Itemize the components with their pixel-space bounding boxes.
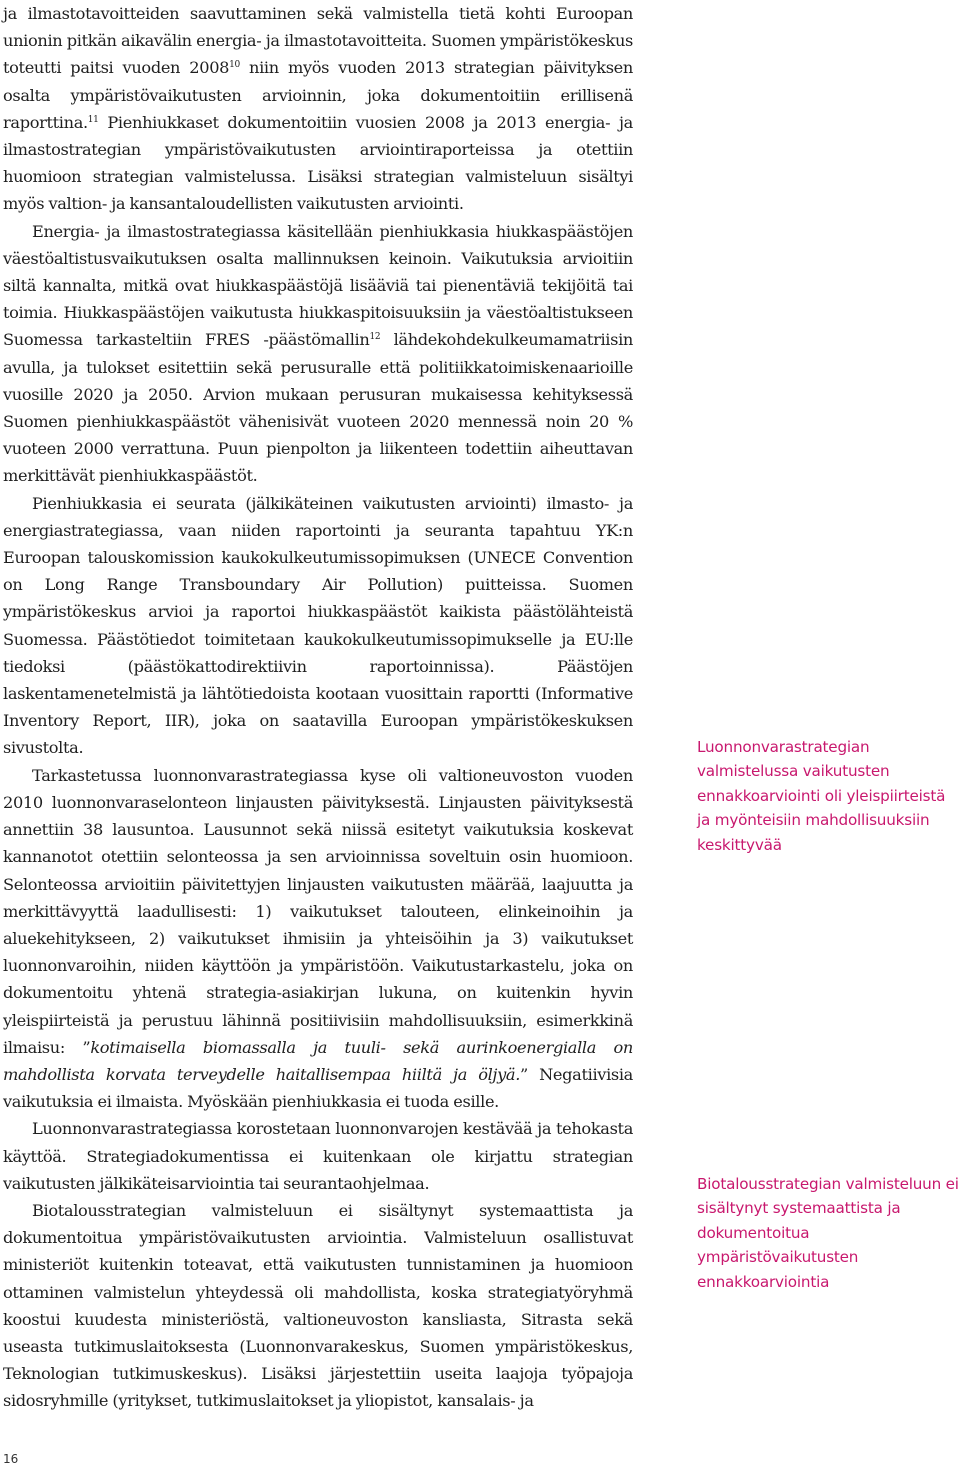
sidebar-pull-quote-2: Biotalousstrategian valmisteluun ei sisältynyt systemaattista ja dokumentoitua ympäristövaikutusten ennakkoarviointia [697, 1175, 959, 1291]
paragraph-4 [3, 762, 633, 1116]
paragraph-1-part-a: ja ilmastotavoitteiden saavuttaminen sekä valmistella tietä kohti Euroopan unionin pitkän aikavälin energia- ja ilmastotavoitteita. Suomen ympäristökeskus toteutti paitsi vuoden 2008 [3, 4, 633, 78]
paragraph-2 [3, 218, 633, 490]
paragraph-1-part-c: Pienhiukkaset dokumentoitiin vuosien 2008 ja 2013 energia- ja ilmastostrategian ympäristövaikutusten arviointiraporteissa ja otettiin huomioon strategian valmistelussa. Lisäksi strategian valmisteluun sisältyi myös valtion- ja kansantaloudellisten vaikutusten arviointi. [3, 112, 633, 214]
paragraph-4-part-a: Tarkastetussa luonnonvarastrategiassa kyse oli valtioneuvoston vuoden 2010 luonnonvaraselonteon linjausten päivityksestä. Linjausten päivityksestä annettiin 38 lausuntoa. Lausunnot sekä niissä esitetyt vaikutuksia koskevat kannanotot otettiin selonteossa ja sen arvioinnissa soveltuin osin huomioon. Selonteossa arvioitiin päivitettyjen linjausten vaikutusten määrää, laajuutta ja merkittävyyttä laadullisesti: 1) vaikutukset talouteen, elinkeinoihin ja aluekehitykseen, 2) vaikutukset ihmisiin ja yhteisöihin ja 3) vaikutukset luonnonvaroihin, niiden käyttöön ja ympäristöön. Vaikutustarkastelu, joka on dokumentoitu yhtenä strategia-asiakirjan lukuna, on kuitenkin hyvin yleispiirteistä ja perustuu lähinnä positiivisiin mahdollisuuksiin, esimerkkinä ilmaisu: ” [3, 765, 633, 1057]
main-text-column [3, 0, 633, 1415]
footnote-ref-10[interactable]: 10 [229, 60, 240, 71]
paragraph-4-quote: kotimaisella biomassalla ja tuuli- sekä aurinkoenergialla on mahdollista korvata terveydelle haitallisempaa hiiltä ja öljyä. [3, 1037, 634, 1084]
paragraph-1 [3, 0, 633, 218]
sidebar-pull-quote-1: Luonnonvarastrategian valmistelussa vaikutusten ennakkoarviointi oli yleispiirteistä ja myönteisiin mahdollisuuksiin keskittyvää [697, 738, 946, 854]
paragraph-1-part-b: niin myös vuoden 2013 strategian päivityksen osalta ympäristövaikutusten arvioinnin, joka dokumentoitiin erillisenä raporttina. [3, 58, 633, 132]
footnote-ref-12[interactable]: 12 [369, 332, 381, 343]
paragraph-2-part-b: lähdekohdekulkeumamatriisin avulla, ja tulokset esitettiin sekä perusuralle että politiikkatoimiskenaarioille vuosille 2020 ja 2050. Arvion mukaan perusuran mukaisessa kehityksessä Suomen pienhiukkaspäästöt vähenisivät vuoteen 2020 mennessä noin 20 % vuoteen 2000 verrattuna. Puun pienpolton ja liikenteen todettiin aiheuttavan merkittävät pienhiukkaspäästöt. [3, 330, 633, 486]
page-number: 16 [3, 1452, 19, 1466]
paragraph-2-part-a: Energia- ja ilmastostrategiassa käsitellään pienhiukkasia hiukkaspäästöjen väestöaltistusvaikutuksen osalta mallinnuksen keinoin. Vaikutuksia arvioitiin siltä kannalta, mitkä ovat hiukkaspäästöjä lisääviä tai pienentäviä tekijöitä tai toimia. Hiukkaspäästöjen vaikutusta hiukkaspitoisuuksiin ja väestöaltistukseen Suomessa tarkasteltiin FRES -päästömallin [3, 221, 633, 350]
paragraph-6: Biotalousstrategian valmisteluun ei sisältynyt systemaattista ja dokumentoitua ympäristövaikutusten arviointia. Valmisteluun osallistuvat ministeriöt kuitenkin toteavat, että vaikutusten tunnistaminen ja huomioon ottaminen valmistelun yhteydessä oli mahdollista, koska strategiatyöryhmä koostui kuudesta ministeriöstä, valtioneuvoston kansliasta, Sitrasta sekä useasta tutkimuslaitoksesta (Luonnonvarakeskus, Suomen ympäristökeskus, Teknologian tutkimuskeskus). Lisäksi järjestettiin useita laajoja työpajoja sidosryhmille (yritykset, tutkimuslaitokset ja yliopistot, kansalais- ja [3, 1200, 633, 1411]
footnote-ref-11[interactable]: 11 [87, 114, 99, 125]
paragraph-4-part-b: ” Negatiivisia vaikutuksia ei ilmaista. Myöskään pienhiukkasia ei tuoda esille. [3, 1064, 633, 1112]
paragraph-5: Luonnonvarastrategiassa korostetaan luonnonvarojen kestävää ja tehokasta käyttöä. Strategiadokumentissa ei kuitenkaan ole kirjattu strategian vaikutusten jälkikäteisarviointia tai seurantaohjelmaa. [3, 1119, 633, 1193]
paragraph-3: Pienhiukkasia ei seurata (jälkikäteinen vaikutusten arviointi) ilmasto- ja energiastrategiassa, vaan niiden raportointi ja seuranta tapahtuu YK:n Euroopan talouskomission kaukokulkeutumissopimuksen (UNECE Convention on Long Range Transboundary Air Pollution) puitteissa. Suomen ympäristökeskus arvioi ja raportoi hiukkaspäästöt kaikista päästölähteistä Suomessa. Päästötiedot toimitetaan kaukokulkeutumissopimukselle ja EU:lle tiedoksi (päästökattodirektiivin raportoinnissa). Päästöjen laskentamenetelmistä ja lähtötiedoista kootaan vuosittain raportti (Informative Inventory Report, IIR), joka on saatavilla Euroopan ympäristökeskuksen sivustolta. [3, 493, 633, 758]
